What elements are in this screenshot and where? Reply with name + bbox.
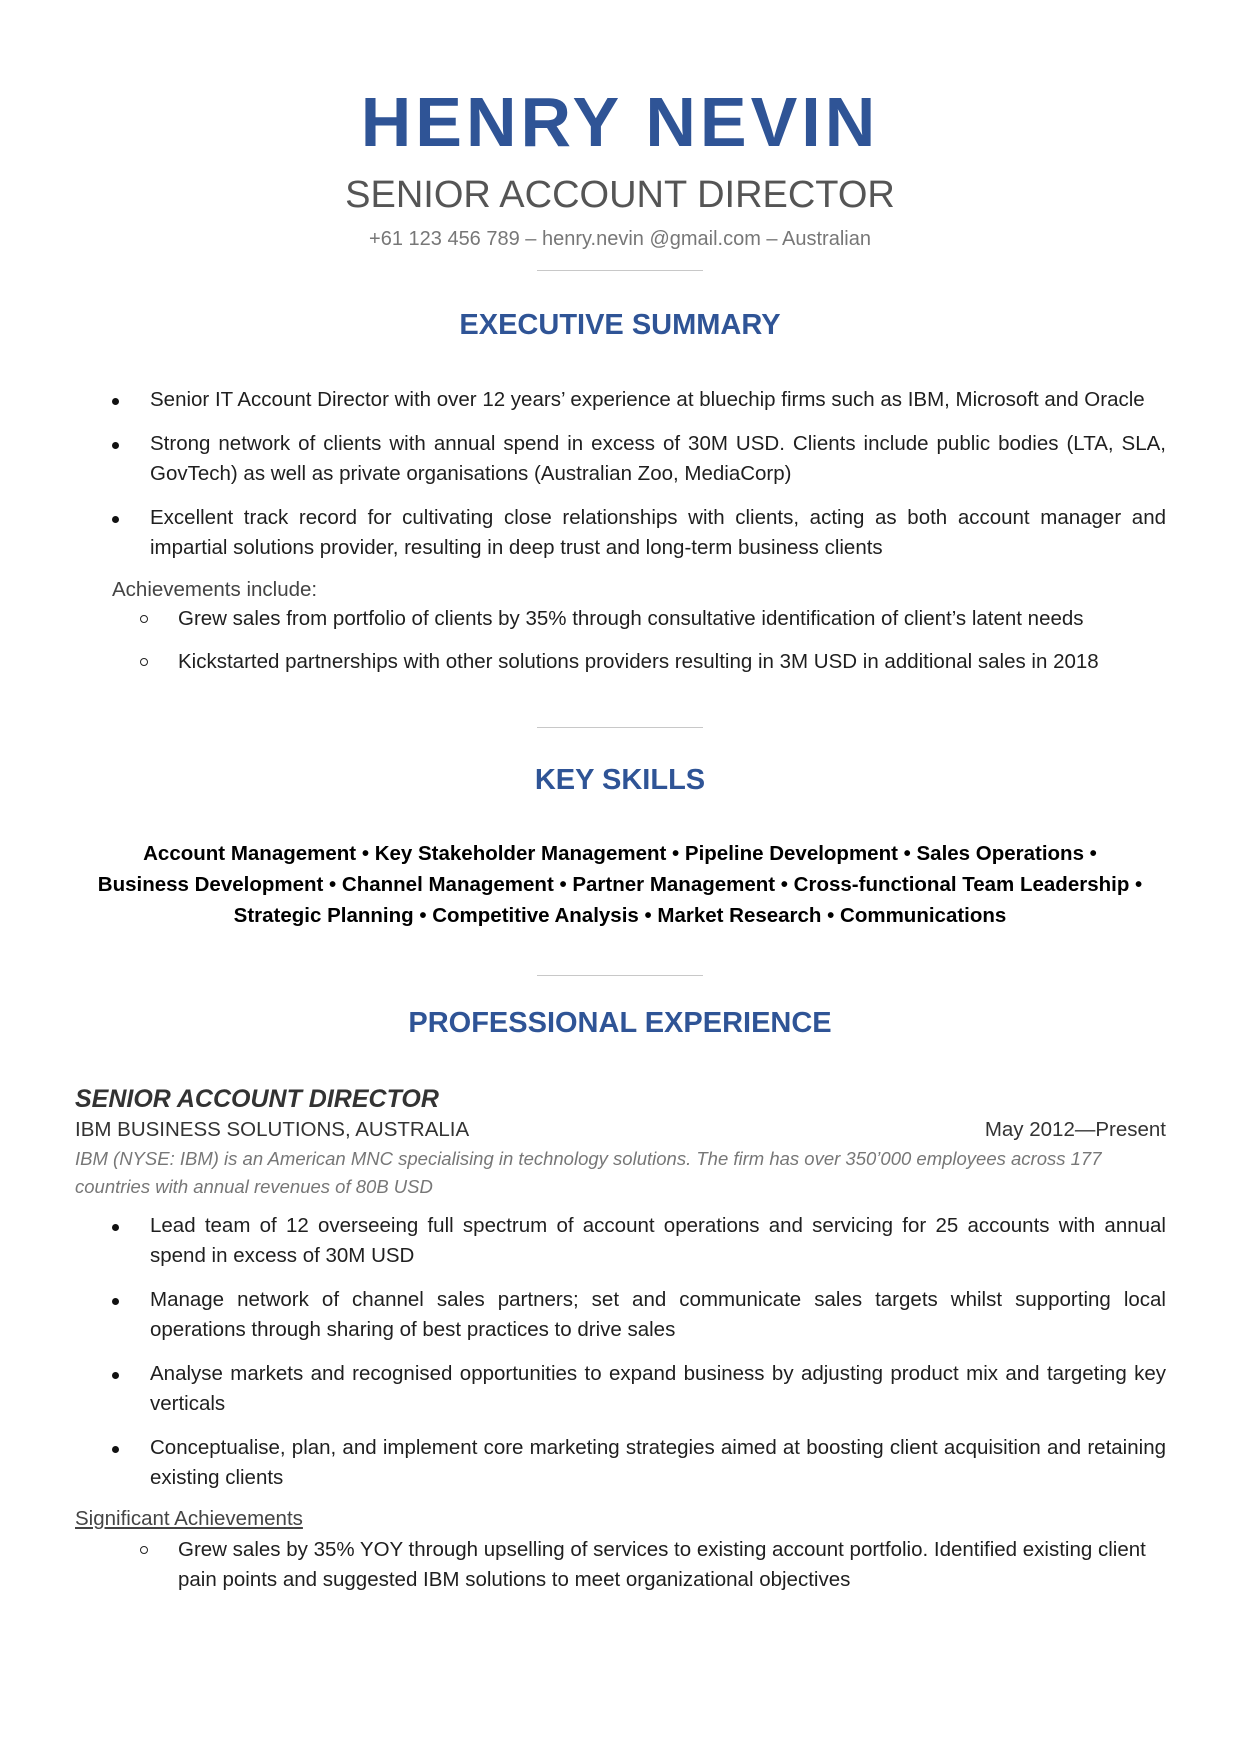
divider-1-wrap	[0, 270, 1240, 271]
section-heading-skills: KEY SKILLS	[534, 764, 706, 796]
summary-bullet: Strong network of clients with annual spend in excess of 30M USD. Clients include public bodies (LTA, SLA, GovTech) as well as private organisations (Australian Zoo, MediaCorp)	[0, 429, 1240, 489]
candidate-title: SENIOR ACCOUNT DIRECTOR	[345, 174, 895, 216]
bullet-dot-icon	[112, 1372, 119, 1379]
job-dates: May 2012—Present	[984, 1118, 1166, 1141]
summary-bullet: Excellent track record for cultivating close relationships with clients, acting as both account manager and impartial solutions provider, resulting in deep trust and long-term business clients	[0, 503, 1240, 563]
job-company: IBM BUSINESS SOLUTIONS, AUSTRALIA	[75, 1118, 470, 1141]
achievements-label: Achievements include:	[112, 578, 318, 601]
contact-line: +61 123 456 789 – henry.nevin @gmail.com – Australian	[369, 228, 871, 250]
job-title: SENIOR ACCOUNT DIRECTOR	[75, 1085, 439, 1113]
bullet-dot-icon	[112, 516, 119, 523]
achievements-list	[0, 604, 1240, 677]
job-bullet: Lead team of 12 overseeing full spectrum of account operations and servicing for 25 accounts with annual spend in excess of 30M USD	[0, 1211, 1240, 1271]
skills-list	[0, 838, 1240, 931]
circle-bullet-icon	[140, 615, 148, 623]
job-description: IBM (NYSE: IBM) is an American MNC specialising in technology solutions. The firm has over 350’000 employees across 177 countries with annual revenues of 80B USD	[75, 1148, 1102, 1197]
achievement-item: Grew sales from portfolio of clients by 35% through consultative identification of client’s latent needs	[0, 604, 1240, 634]
circle-bullet-icon	[140, 1546, 148, 1554]
job-bullet: Manage network of channel sales partners; set and communicate sales targets whilst supporting local operations through sharing of best practices to drive sales	[0, 1285, 1240, 1345]
achievements-wrap	[0, 576, 1240, 677]
candidate-name: HENRY NEVIN	[360, 83, 880, 161]
section-heading-summary: EXECUTIVE SUMMARY	[459, 309, 781, 341]
summary-bullet: Senior IT Account Director with over 12 years’ experience at bluechip firms such as IBM, Microsoft and Oracle	[0, 385, 1240, 415]
significant-achievement-item: Grew sales by 35% YOY through upselling of services to existing account portfolio. Identified existing client pain points and suggested IBM solutions to meet organizational objectives	[0, 1535, 1240, 1595]
skills-line: Account Management • Key Stakeholder Management • Pipeline Development • Sales Operations •	[143, 842, 1097, 865]
significant-achievements-list	[0, 1535, 1240, 1595]
divider-3-wrap	[0, 975, 1240, 976]
section-heading-experience: PROFESSIONAL EXPERIENCE	[408, 1007, 832, 1039]
job-bullet: Analyse markets and recognised opportunities to expand business by adjusting product mix and targeting key verticals	[0, 1359, 1240, 1419]
circle-bullet-icon	[140, 658, 148, 666]
achievement-item: Kickstarted partnerships with other solutions providers resulting in 3M USD in additional sales in 2018	[0, 647, 1240, 677]
job-bullet-list	[0, 1211, 1240, 1493]
divider	[537, 270, 703, 271]
divider-2-wrap	[0, 727, 1240, 728]
divider	[537, 975, 703, 976]
bullet-dot-icon	[112, 398, 119, 405]
executive-summary-section	[0, 307, 1240, 343]
skills-wrap	[0, 838, 1240, 931]
job-bullet: Conceptualise, plan, and implement core marketing strategies aimed at boosting client acquisition and retaining existing clients	[0, 1433, 1240, 1493]
skills-line: Business Development • Channel Management • Partner Management • Cross-functional Team Leadership •	[97, 873, 1143, 896]
job-entry	[0, 1083, 1240, 1595]
bullet-dot-icon	[112, 1298, 119, 1305]
significant-achievements-label: Significant Achievements	[75, 1507, 303, 1530]
bullet-dot-icon	[112, 1224, 119, 1231]
key-skills-section	[0, 762, 1240, 798]
resume-header	[0, 0, 1240, 252]
bullet-dot-icon	[112, 442, 119, 449]
experience-section	[0, 1005, 1240, 1041]
skills-line: Strategic Planning • Competitive Analysis • Market Research • Communications	[233, 904, 1007, 927]
summary-bullets-wrap	[0, 385, 1240, 563]
divider	[537, 727, 703, 728]
job-company-row	[0, 1115, 1240, 1145]
summary-bullet-list	[0, 385, 1240, 563]
bullet-dot-icon	[112, 1446, 119, 1453]
